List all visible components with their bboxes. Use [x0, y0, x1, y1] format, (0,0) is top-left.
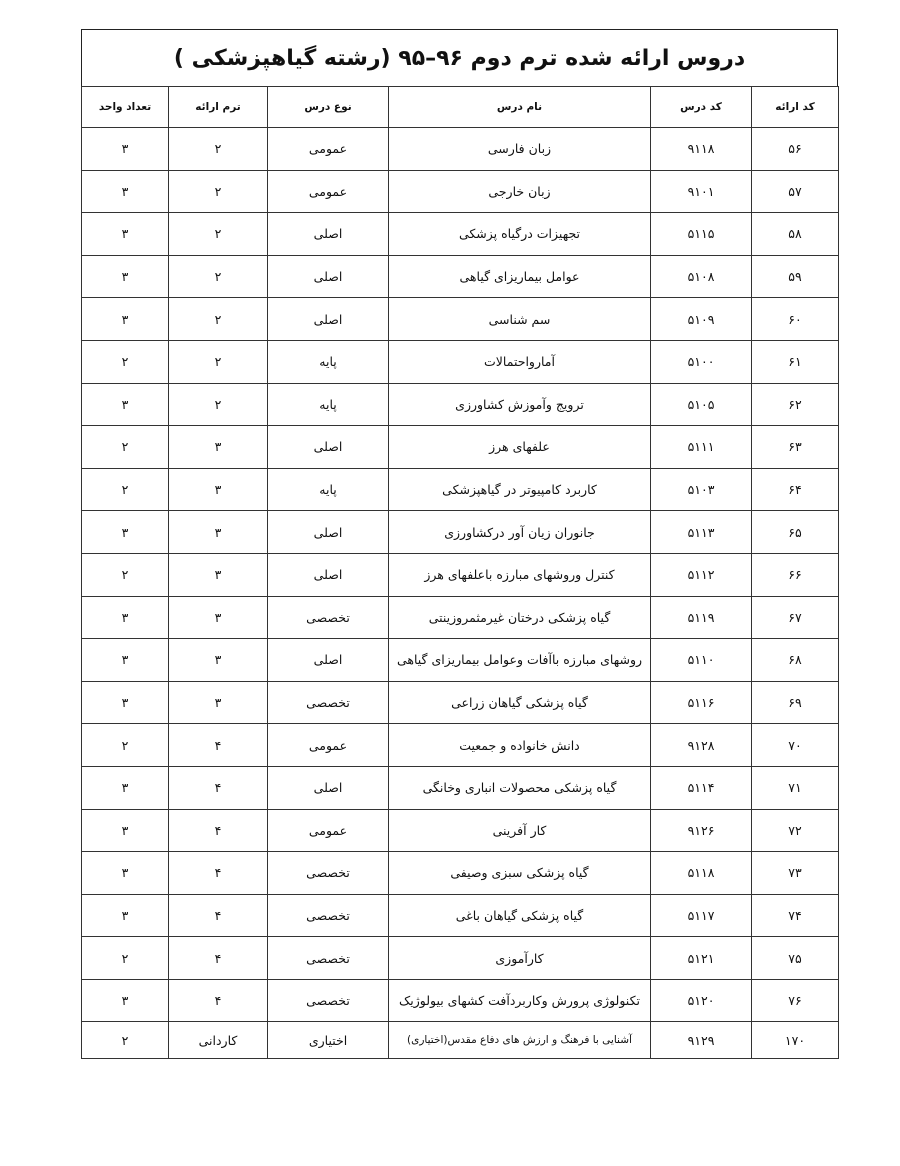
course-type-cell: اصلی — [268, 426, 389, 469]
course-type-cell: عمومی — [268, 809, 389, 852]
course-code-cell: ۵۱۲۰ — [651, 979, 752, 1022]
credit-units-cell: ۳ — [82, 681, 169, 724]
course-name-cell: تکنولوژی پرورش وکاربردآفت کشهای بیولوژیک — [389, 979, 651, 1022]
table-row — [82, 255, 839, 298]
table-row — [82, 553, 839, 596]
table-row — [82, 426, 839, 469]
course-code-cell: ۵۱۱۴ — [651, 766, 752, 809]
offer-code-cell: ۶۷ — [752, 596, 839, 639]
course-code-cell: ۵۱۰۹ — [651, 298, 752, 341]
credit-units-cell: ۲ — [82, 937, 169, 980]
credit-units-cell: ۳ — [82, 255, 169, 298]
header-credit-units: تعداد واحد — [82, 87, 169, 128]
course-type-cell: پایه — [268, 383, 389, 426]
table-row — [82, 766, 839, 809]
offer-term-cell: ۳ — [169, 681, 268, 724]
offer-code-cell: ۷۶ — [752, 979, 839, 1022]
table-body — [82, 128, 839, 1059]
table-row — [82, 1022, 839, 1059]
offer-term-cell: ۲ — [169, 213, 268, 256]
offer-code-cell: ۷۳ — [752, 852, 839, 895]
credit-units-cell: ۳ — [82, 596, 169, 639]
course-type-cell: تخصصی — [268, 596, 389, 639]
table-row — [82, 340, 839, 383]
course-code-cell: ۵۱۱۳ — [651, 511, 752, 554]
offer-term-cell: ۲ — [169, 340, 268, 383]
offer-code-cell: ۶۱ — [752, 340, 839, 383]
offer-code-cell: ۵۹ — [752, 255, 839, 298]
credit-units-cell: ۳ — [82, 852, 169, 895]
course-table — [81, 86, 839, 1059]
course-type-cell: اصلی — [268, 766, 389, 809]
table-row — [82, 128, 839, 171]
offer-term-cell: ۴ — [169, 724, 268, 767]
offer-term-cell: ۳ — [169, 639, 268, 682]
offer-term-cell: ۴ — [169, 979, 268, 1022]
course-code-cell: ۹۱۰۱ — [651, 170, 752, 213]
course-name-cell: کار آفرینی — [389, 809, 651, 852]
credit-units-cell: ۳ — [82, 383, 169, 426]
offer-code-cell: ۷۴ — [752, 894, 839, 937]
course-name-cell: گیاه پزشکی سبزی وصیفی — [389, 852, 651, 895]
course-code-cell: ۵۱۰۵ — [651, 383, 752, 426]
offer-code-cell: ۶۲ — [752, 383, 839, 426]
offer-code-cell: ۵۶ — [752, 128, 839, 171]
course-name-cell: کارآموزی — [389, 937, 651, 980]
course-code-cell: ۹۱۲۹ — [651, 1022, 752, 1059]
credit-units-cell: ۳ — [82, 511, 169, 554]
course-type-cell: تخصصی — [268, 979, 389, 1022]
table-row — [82, 852, 839, 895]
course-name-cell: دانش خانواده و جمعیت — [389, 724, 651, 767]
course-code-cell: ۵۱۱۰ — [651, 639, 752, 682]
offer-code-cell: ۷۰ — [752, 724, 839, 767]
course-sheet — [81, 29, 838, 1059]
offer-term-cell: ۳ — [169, 426, 268, 469]
page-title: دروس ارائه شده ترم دوم ۹۶–۹۵ (رشته گیاهپزشکی ) — [81, 29, 838, 86]
course-name-cell: عوامل بیماریزای گیاهی — [389, 255, 651, 298]
course-name-cell: آمارواحتمالات — [389, 340, 651, 383]
offer-code-cell: ۷۵ — [752, 937, 839, 980]
course-code-cell: ۵۱۰۸ — [651, 255, 752, 298]
offer-code-cell: ۶۴ — [752, 468, 839, 511]
table-row — [82, 724, 839, 767]
course-name-cell: روشهای مبارزه باآفات وعوامل بیماریزای گیاهی — [389, 639, 651, 682]
course-code-cell: ۵۱۰۰ — [651, 340, 752, 383]
table-row — [82, 298, 839, 341]
table-row — [82, 681, 839, 724]
table-row — [82, 596, 839, 639]
course-type-cell: عمومی — [268, 170, 389, 213]
table-row — [82, 937, 839, 980]
header-offer-code: کد ارائه — [752, 87, 839, 128]
course-type-cell: تخصصی — [268, 937, 389, 980]
header-course-type: نوع درس — [268, 87, 389, 128]
course-type-cell: تخصصی — [268, 681, 389, 724]
course-type-cell: اصلی — [268, 639, 389, 682]
offer-term-cell: ۳ — [169, 596, 268, 639]
credit-units-cell: ۳ — [82, 639, 169, 682]
offer-code-cell: ۶۰ — [752, 298, 839, 341]
offer-code-cell: ۶۳ — [752, 426, 839, 469]
course-type-cell: اصلی — [268, 255, 389, 298]
course-code-cell: ۵۱۱۷ — [651, 894, 752, 937]
course-name-cell: تجهیزات درگیاه پزشکی — [389, 213, 651, 256]
course-name-cell: کنترل وروشهای مبارزه باعلفهای هرز — [389, 553, 651, 596]
course-code-cell: ۵۱۱۲ — [651, 553, 752, 596]
offer-code-cell: ۶۹ — [752, 681, 839, 724]
credit-units-cell: ۲ — [82, 426, 169, 469]
credit-units-cell: ۲ — [82, 340, 169, 383]
credit-units-cell: ۲ — [82, 468, 169, 511]
offer-code-cell: ۷۲ — [752, 809, 839, 852]
offer-term-cell: کاردانی — [169, 1022, 268, 1059]
offer-term-cell: ۳ — [169, 468, 268, 511]
course-name-cell: گیاه پزشکی محصولات انباری وخانگی — [389, 766, 651, 809]
course-code-cell: ۵۱۱۸ — [651, 852, 752, 895]
table-row — [82, 170, 839, 213]
offer-term-cell: ۲ — [169, 128, 268, 171]
table-row — [82, 979, 839, 1022]
credit-units-cell: ۲ — [82, 1022, 169, 1059]
course-name-cell: علفهای هرز — [389, 426, 651, 469]
offer-term-cell: ۳ — [169, 511, 268, 554]
course-code-cell: ۵۱۱۵ — [651, 213, 752, 256]
table-row — [82, 511, 839, 554]
credit-units-cell: ۲ — [82, 553, 169, 596]
course-name-cell: جانوران زیان آور درکشاورزی — [389, 511, 651, 554]
course-type-cell: عمومی — [268, 724, 389, 767]
course-name-cell: گیاه پزشکی گیاهان باغی — [389, 894, 651, 937]
course-type-cell: تخصصی — [268, 852, 389, 895]
course-name-cell: گیاه پزشکی درختان غیرمثمروزینتی — [389, 596, 651, 639]
offer-term-cell: ۲ — [169, 255, 268, 298]
course-type-cell: اصلی — [268, 553, 389, 596]
course-type-cell: اختیاری — [268, 1022, 389, 1059]
offer-term-cell: ۳ — [169, 553, 268, 596]
offer-code-cell: ۱۷۰ — [752, 1022, 839, 1059]
table-row — [82, 213, 839, 256]
offer-term-cell: ۲ — [169, 383, 268, 426]
offer-term-cell: ۴ — [169, 937, 268, 980]
course-type-cell: اصلی — [268, 511, 389, 554]
table-row — [82, 468, 839, 511]
course-name-cell: ترویج وآموزش کشاورزی — [389, 383, 651, 426]
table-row — [82, 383, 839, 426]
course-type-cell: عمومی — [268, 128, 389, 171]
course-type-cell: اصلی — [268, 298, 389, 341]
course-code-cell: ۹۱۲۶ — [651, 809, 752, 852]
course-name-cell: زبان خارجی — [389, 170, 651, 213]
course-code-cell: ۹۱۲۸ — [651, 724, 752, 767]
course-code-cell: ۵۱۰۳ — [651, 468, 752, 511]
offer-code-cell: ۶۸ — [752, 639, 839, 682]
credit-units-cell: ۳ — [82, 766, 169, 809]
course-code-cell: ۹۱۱۸ — [651, 128, 752, 171]
credit-units-cell: ۳ — [82, 213, 169, 256]
course-code-cell: ۵۱۱۶ — [651, 681, 752, 724]
credit-units-cell: ۳ — [82, 979, 169, 1022]
offer-term-cell: ۴ — [169, 766, 268, 809]
course-name-cell: آشنایی با فرهنگ و ارزش های دفاع مقدس(اختیاری) — [389, 1022, 651, 1059]
course-code-cell: ۵۱۱۹ — [651, 596, 752, 639]
credit-units-cell: ۳ — [82, 298, 169, 341]
offer-term-cell: ۲ — [169, 298, 268, 341]
table-row — [82, 639, 839, 682]
offer-code-cell: ۵۸ — [752, 213, 839, 256]
table-header-row — [82, 87, 839, 128]
credit-units-cell: ۳ — [82, 170, 169, 213]
credit-units-cell: ۳ — [82, 809, 169, 852]
credit-units-cell: ۳ — [82, 894, 169, 937]
course-type-cell: اصلی — [268, 213, 389, 256]
table-row — [82, 894, 839, 937]
course-name-cell: گیاه پزشکی گیاهان زراعی — [389, 681, 651, 724]
course-type-cell: پایه — [268, 340, 389, 383]
credit-units-cell: ۲ — [82, 724, 169, 767]
credit-units-cell: ۳ — [82, 128, 169, 171]
course-name-cell: سم شناسی — [389, 298, 651, 341]
header-course-code: کد درس — [651, 87, 752, 128]
course-name-cell: زبان فارسی — [389, 128, 651, 171]
offer-term-cell: ۴ — [169, 852, 268, 895]
course-type-cell: پایه — [268, 468, 389, 511]
course-code-cell: ۵۱۱۱ — [651, 426, 752, 469]
offer-code-cell: ۶۶ — [752, 553, 839, 596]
course-code-cell: ۵۱۲۱ — [651, 937, 752, 980]
offer-term-cell: ۴ — [169, 894, 268, 937]
offer-code-cell: ۵۷ — [752, 170, 839, 213]
offer-code-cell: ۷۱ — [752, 766, 839, 809]
offer-code-cell: ۶۵ — [752, 511, 839, 554]
offer-term-cell: ۲ — [169, 170, 268, 213]
course-type-cell: تخصصی — [268, 894, 389, 937]
course-name-cell: کاربرد کامپیوتر در گیاهپزشکی — [389, 468, 651, 511]
offer-term-cell: ۴ — [169, 809, 268, 852]
table-row — [82, 809, 839, 852]
header-offer-term: ترم ارائه — [169, 87, 268, 128]
header-course-name: نام درس — [389, 87, 651, 128]
